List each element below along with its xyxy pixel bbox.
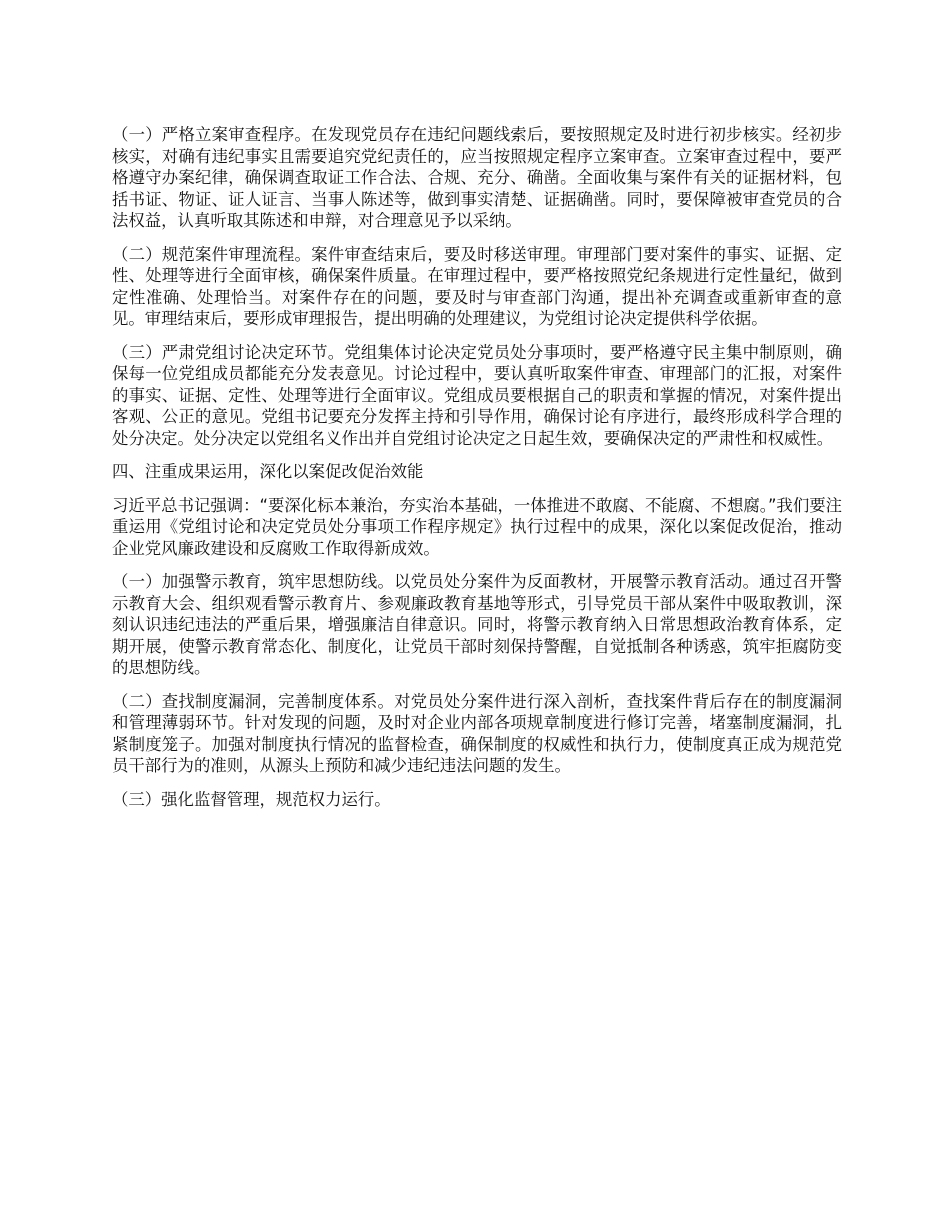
document-body bbox=[112, 124, 842, 822]
paragraph-party-group-decision: （三）严肃党组讨论决定环节。党组集体讨论决定党员处分事项时，要严格遵守民主集中制原则，确保每一位党组成员都能充分发表意见。讨论过程中，要认真听取案件审查、审理部门的汇报，对案件的事实、证据、定性、处理等进行全面审议。党组成员要根据自己的职责和掌握的情况，对案件提出客观、公正的意见。党组书记要充分发挥主持和引导作用，确保讨论有序进行，最终形成科学合理的处分决定。处分决定以党组名义作出并自党组讨论决定之日起生效，要确保决定的严肃性和权威性。 bbox=[112, 342, 842, 448]
section-heading-results-application: 四、注重成果运用，深化以案促改促治效能 bbox=[112, 462, 424, 481]
paragraph-system-improvement: （二）查找制度漏洞，完善制度体系。对党员处分案件进行深入剖析，查找案件背后存在的制度漏洞和管理薄弱环节。针对发现的问题，及时对企业内部各项规章制度进行修订完善，堵塞制度漏洞，扎紧制度笼子。加强对制度执行情况的监督检查，确保制度的权威性和执行力，使制度真正成为规范党员干部行为的准则，从源头上预防和减少违纪违法问题的发生。 bbox=[112, 691, 842, 775]
paragraph-case-review-filing: （一）严格立案审查程序。在发现党员存在违纪问题线索后，要按照规定及时进行初步核实。经初步核实，对确有违纪事实且需要追究党纪责任的，应当按照规定程序立案审查。立案审查过程中，要严格遵守办案纪律，确保调查取证工作合法、合规、充分、确凿。全面收集与案件有关的证据材料，包括书证、物证、证人证言、当事人陈述等，做到事实清楚、证据确凿。同时，要保障被审查党员的合法权益，认真听取其陈述和申辩，对合理意见予以采纳。 bbox=[112, 125, 842, 230]
paragraph-supervision-management: （三）强化监督管理，规范权力运行。 bbox=[112, 789, 391, 809]
paragraph-warning-education: （一）加强警示教育，筑牢思想防线。以党员处分案件为反面教材，开展警示教育活动。通过召开警示教育大会、组织观看警示教育片、参观廉政教育基地等形式，引导党员干部从案件中吸取教训，深刻认识违纪违法的严重后果，增强廉洁自律意识。同时，将警示教育纳入日常思想政治教育体系，定期开展，使警示教育常态化、制度化，让党员干部时刻保持警醒，自觉抵制各种诱惑，筑牢拒腐防变的思想防线。 bbox=[112, 572, 842, 677]
paragraph-case-trial-process: （二）规范案件审理流程。案件审查结束后，要及时移送审理。审理部门要对案件的事实、证据、定性、处理等进行全面审核，确保案件质量。在审理过程中，要严格按照党纪条规进行定性量纪，做到定性准确、处理恰当。对案件存在的问题，要及时与审查部门沟通，提出补充调查或重新审查的意见。审理结束后，要形成审理报告，提出明确的处理建议，为党组讨论决定提供科学依据。 bbox=[112, 244, 842, 328]
paragraph-quote-intro: 习近平总书记强调：“要深化标本兼治，夯实治本基础，一体推进不敢腐、不能腐、不想腐。”我们要注重运用《党组讨论和决定党员处分事项工作程序规定》执行过程中的成果，深化以案促改促治，推动企业党风廉政建设和反腐败工作取得新成效。 bbox=[112, 495, 842, 558]
